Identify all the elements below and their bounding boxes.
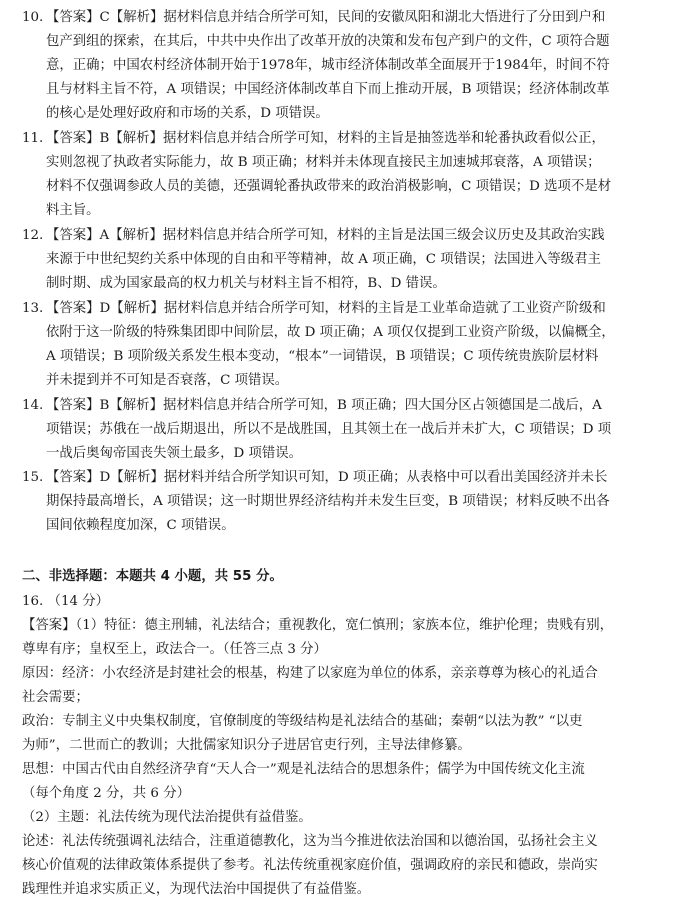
answer-line: 包产到组的探索，在其后，中共中央作出了改革开放的决策和发布包产到户的文件，C 项符合题 bbox=[46, 34, 610, 49]
question-number: 12. bbox=[22, 228, 44, 243]
answer-line: 【答案】B【解析】据材料信息并结合所学可知，材料的主旨是抽签选举和轮番执政看似公正， bbox=[46, 131, 605, 146]
answer-line: 原因：经济：小农经济是封建社会的根基，构建了以家庭为单位的体系，亲亲尊尊为核心的礼适合 bbox=[22, 666, 598, 681]
answer-line: 【答案】D【解析】据材料信息并结合所学可知，材料的主旨是工业革命造就了工业资产阶级和 bbox=[46, 301, 606, 316]
answer-line: 【答案】C【解析】据材料信息并结合所学可知，民间的安徽凤阳和湖北大悟进行了分田到户和 bbox=[46, 10, 606, 25]
answer-line: 项错误；苏俄在一战后期退出，所以不是战胜国，且其领土在一战后并未扩大，C 项错误；D 项 bbox=[46, 422, 612, 437]
answer-line: 论述：礼法传统强调礼法结合，注重道德教化，这为当今推进依法治国和以德治国，弘扬社会主义 bbox=[22, 834, 598, 849]
answer-line: 思想：中国古代由自然经济孕育“天人合一”观是礼法结合的思想条件；儒学为中国传统文化主流 bbox=[22, 762, 585, 777]
answer-line: 政治：专制主义中央集权制度，官僚制度的等级结构是礼法结合的基础；秦朝“以法为教” “以吏 bbox=[22, 714, 583, 729]
question-number: 15. bbox=[22, 470, 44, 485]
answer-line: 来源于中世纪契约关系中体现的自由和平等精神，故 A 项正确，C 项错误；法国进入等级君主 bbox=[46, 252, 601, 267]
answer-line: 期保持最高增长，A 项错误；这一时期世界经济结构并未发生巨变，B 项错误；材料反映不出各 bbox=[46, 494, 610, 509]
question-16-header: 16. （14 分） bbox=[22, 594, 110, 609]
answer-line: 的核心是处理好政府和市场的关系，D 项错误。 bbox=[46, 106, 329, 121]
answer-line: 核心价值观的法律政策体系提供了参考。礼法传统重视家庭价值，强调政府的亲民和德政，崇尚实 bbox=[22, 858, 598, 873]
answer-line: 并未提到并不可知是否衰落，C 项错误。 bbox=[46, 373, 289, 388]
answer-line: 【答案】（1）特征：德主刑辅，礼法结合；重视教化，宽仁慎刑；家族本位，维护伦理；贵贱有别， bbox=[22, 618, 614, 633]
answer-line: 【答案】A【解析】据材料信息并结合所学可知，材料的主旨是法国三级会议历史及其政治实践 bbox=[46, 228, 605, 243]
answer-line: 实则忽视了执政者实际能力，故 B 项正确；材料并未体现直接民主加速城邦衰落，A 项错误； bbox=[46, 155, 601, 170]
answer-line: 材料不仅强调参政人员的美德，还强调轮番执政带来的政治消极影响，C 项错误；D 选项不是材 bbox=[46, 179, 612, 194]
answer-line: 【答案】D【解析】据材料并结合所学知识可知，D 项正确；从表格中可以看出美国经济并未长 bbox=[46, 470, 608, 485]
answer-line: 一战后奥匈帝国丧失领土最多，D 项错误。 bbox=[46, 446, 303, 461]
question-number: 13. bbox=[22, 301, 44, 316]
question-number: 14. bbox=[22, 398, 44, 413]
question-number: 10. bbox=[22, 10, 44, 25]
answer-line: A 项错误；B 项阶级关系发生根本变动，“根本”一词错误，B 项错误；C 项传统贵族阶层材料 bbox=[46, 349, 599, 364]
answer-line: 践理性并追求实质正义，为现代法治中国提供了有益借鉴。 bbox=[22, 882, 371, 897]
answer-line: 为师”，二世而亡的教训；大批儒家知识分子进居官吏行列，主导法律修纂。 bbox=[22, 738, 471, 753]
section-heading: 二、非选择题：本题共 4 小题，共 55 分。 bbox=[22, 569, 283, 584]
answer-line: 依附于这一阶级的特殊集团即中间阶层，故 D 项正确；A 项仅仅提到工业资产阶级，以偏概全， bbox=[46, 325, 615, 340]
answer-line: （每个角度 2 分，共 6 分） bbox=[22, 786, 190, 801]
answer-line: 【答案】B【解析】据材料信息并结合所学可知，B 项正确；四大国分区占领德国是二战后，A bbox=[46, 398, 602, 413]
answer-line: 意，正确；中国农村经济体制开始于1978年，城市经济体制改革全面展开于1984年，时间不符 bbox=[46, 58, 610, 73]
answer-line: 尊卑有序；皇权至上，政法合一。（任答三点 3 分） bbox=[22, 642, 327, 657]
answer-line: （2）主题：礼法传统为现代法治提供有益借鉴。 bbox=[22, 810, 312, 825]
answer-line: 料主旨。 bbox=[46, 203, 100, 218]
question-number: 11. bbox=[22, 131, 44, 146]
answer-line: 制时期、成为国家最高的权力机关与材料主旨不相符，B、D 错误。 bbox=[46, 276, 446, 291]
answer-line: 国间依赖程度加深，C 项错误。 bbox=[46, 518, 235, 533]
answer-line: 社会需要； bbox=[22, 690, 89, 705]
answer-line: 且与材料主旨不符，A 项错误；中国经济体制改革自下而上推动开展，B 项错误；经济体制改革 bbox=[46, 82, 610, 97]
